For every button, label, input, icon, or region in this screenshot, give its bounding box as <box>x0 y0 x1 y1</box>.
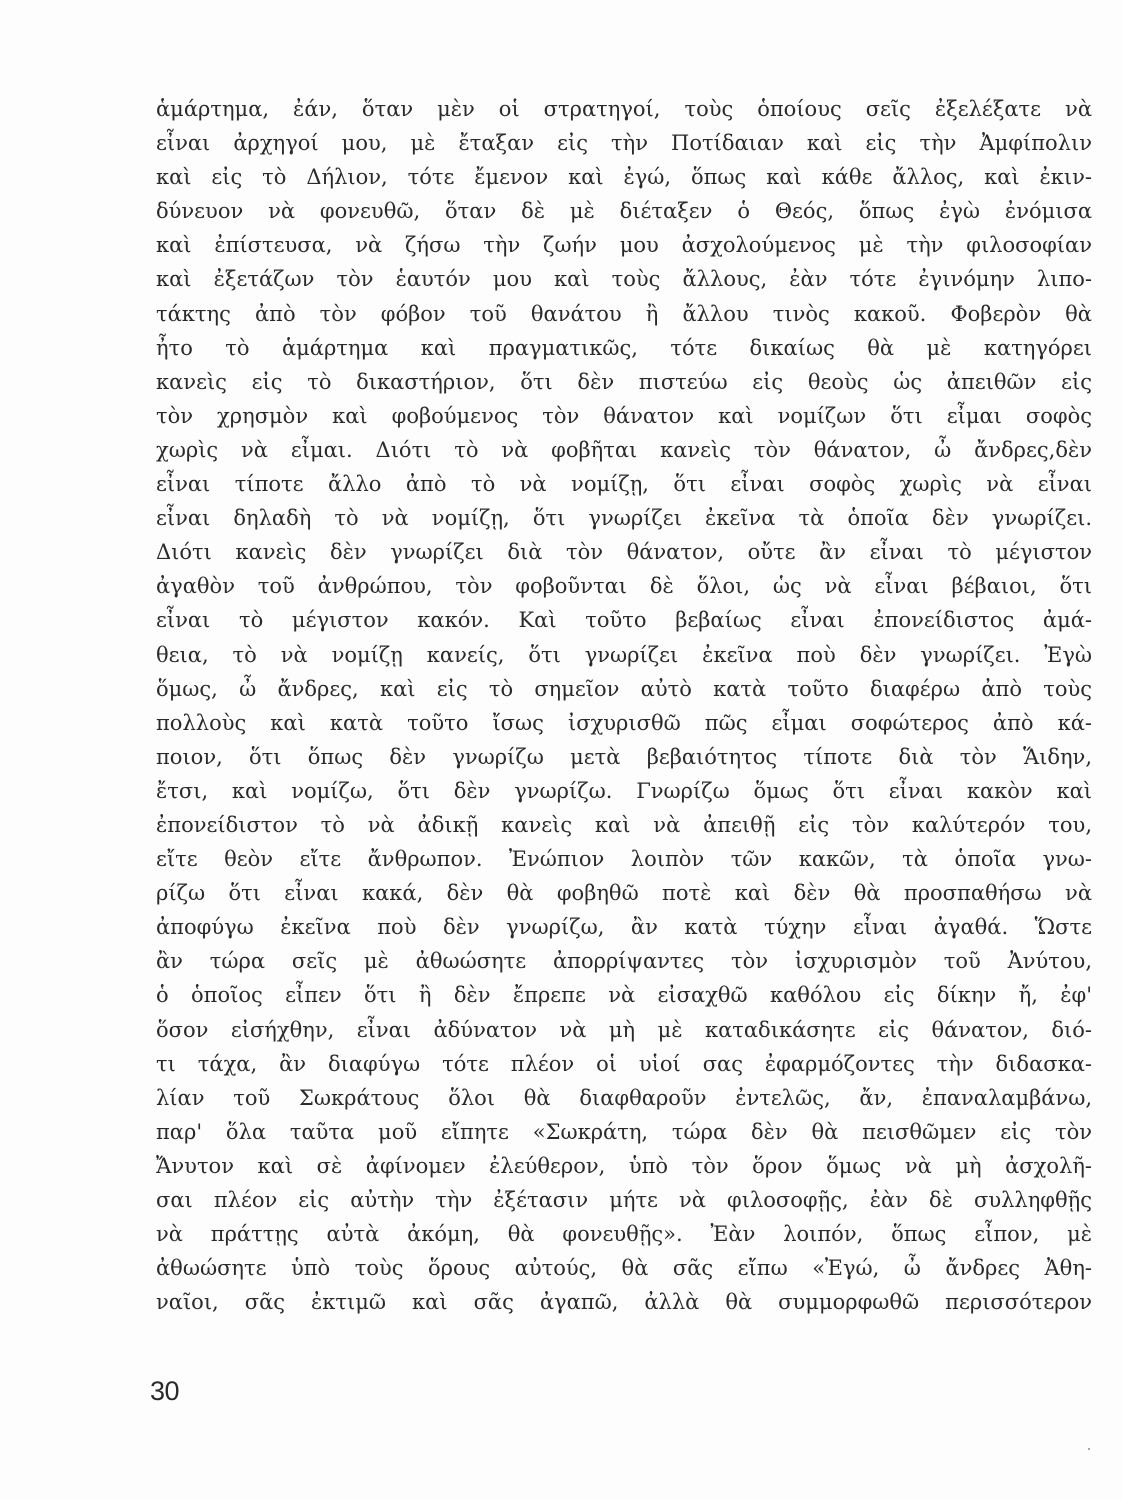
text-line: τάκτης ἀπὸ τὸν φόβον τοῦ θανάτου ἢ ἄλλου τινὸς κακοῦ. Φοβερὸν θὰ <box>156 301 1092 326</box>
text-line: παρ' ὅλα ταῦτα μοῦ εἴπητε «Σωκράτη, τώρα δὲν θὰ πεισθῶμεν εἰς τὸν <box>156 1119 1092 1144</box>
scan-speck <box>1088 1448 1090 1450</box>
page-number: 30 <box>150 1376 180 1406</box>
text-line: δύνευον νὰ φονευθῶ, ὅταν δὲ μὲ διέταξεν ὁ Θεός, ὅπως ἐγὼ ἐνόμισα <box>156 199 1092 224</box>
text-line: καὶ εἰς τὸ Δήλιον, τότε ἔμενον καὶ ἐγώ, ὅπως καὶ κάθε ἄλλος, καὶ ἐκιν- <box>156 165 1092 190</box>
text-line: εἶναι δηλαδὴ τὸ νὰ νομίζῃ, ὅτι γνωρίζει ἐκεῖνα τὰ ὁποῖα δὲν γνωρίζει. <box>156 506 1092 531</box>
text-line: θεια, τὸ νὰ νομίζῃ κανείς, ὅτι γνωρίζει ἐκεῖνα ποὺ δὲν γνωρίζει. Ἐγὼ <box>156 642 1092 667</box>
text-line: ἦτο τὸ ἁμάρτημα καὶ πραγματικῶς, τότε δικαίως θὰ μὲ κατηγόρει <box>156 335 1092 360</box>
text-line: κανεὶς εἰς τὸ δικαστήριον, ὅτι δὲν πιστεύω εἰς θεοὺς ὡς ἀπειθῶν εἰς <box>156 369 1092 394</box>
text-line: εἶναι ἀρχηγοί μου, μὲ ἔταξαν εἰς τὴν Ποτίδαιαν καὶ εἰς τὴν Ἀμφίπολιν <box>156 131 1092 156</box>
text-line: Διότι κανεὶς δὲν γνωρίζει διὰ τὸν θάνατον, οὔτε ἂν εἶναι τὸ μέγιστον <box>156 540 1092 565</box>
text-line: ὁ ὁποῖος εἶπεν ὅτι ἢ δὲν ἔπρεπε νὰ εἰσαχθῶ καθόλου εἰς δίκην ἤ, ἐφ' <box>156 983 1092 1008</box>
text-line: εἶναι τὸ μέγιστον κακόν. Καὶ τοῦτο βεβαίως εἶναι ἐπονείδιστος ἀμά- <box>156 608 1092 633</box>
text-line: ἔτσι, καὶ νομίζω, ὅτι δὲν γνωρίζω. Γνωρίζω ὅμως ὅτι εἶναι κακὸν καὶ <box>156 778 1092 803</box>
text-line: νὰ πράττῃς αὐτὰ ἀκόμη, θὰ φονευθῇς». Ἐὰν λοιπόν, ὅπως εἶπον, μὲ <box>156 1222 1092 1247</box>
text-line: λίαν τοῦ Σωκράτους ὅλοι θὰ διαφθαροῦν ἐντελῶς, ἄν, ἐπαναλαμβάνω, <box>156 1085 1092 1110</box>
text-line: Ἄνυτον καὶ σὲ ἀφίνομεν ἐλεύθερον, ὑπὸ τὸν ὅρον ὅμως νὰ μὴ ἀσχολῆ- <box>156 1153 1092 1178</box>
text-line: ἐπονείδιστον τὸ νὰ ἀδικῇ κανεὶς καὶ νὰ ἀπειθῇ εἰς τὸν καλύτερόν του, <box>156 812 1092 837</box>
text-line: ἂν τώρα σεῖς μὲ ἀθωώσητε ἀπορρίψαντες τὸν ἰσχυρισμὸν τοῦ Ἀνύτου, <box>156 949 1092 974</box>
text-line: σαι πλέον εἰς αὐτὴν τὴν ἐξέτασιν μήτε νὰ φιλοσοφῇς, ἐὰν δὲ συλληφθῇς <box>156 1188 1092 1212</box>
text-line: πολλοὺς καὶ κατὰ τοῦτο ἴσως ἰσχυρισθῶ πῶς εἶμαι σοφώτερος ἀπὸ κά- <box>156 710 1092 735</box>
text-line: τι τάχα, ἂν διαφύγω τότε πλέον οἱ υἱοί σας ἐφαρμόζοντες τὴν διδασκα- <box>156 1051 1092 1076</box>
text-line: τὸν χρησμὸν καὶ φοβούμενος τὸν θάνατον καὶ νομίζων ὅτι εἶμαι σοφὸς <box>156 403 1092 428</box>
text-line: χωρὶς νὰ εἶμαι. Διότι τὸ νὰ φοβῆται κανεὶς τὸν θάνατον, ὦ ἄνδρες,δὲν <box>156 437 1092 462</box>
text-line: ἀθωώσητε ὑπὸ τοὺς ὅρους αὐτούς, θὰ σᾶς εἴπω «Ἐγώ, ὦ ἄνδρες Ἀθη- <box>156 1256 1092 1281</box>
body-text <box>156 92 1092 1319</box>
text-line: εἶναι τίποτε ἄλλο ἀπὸ τὸ νὰ νομίζῃ, ὅτι εἶναι σοφὸς χωρὶς νὰ εἶναι <box>156 472 1092 497</box>
text-line: ποιον, ὅτι ὅπως δὲν γνωρίζω μετὰ βεβαιότητος τίποτε διὰ τὸν Ἅιδην, <box>156 744 1092 769</box>
text-line: ὅσον εἰσήχθην, εἶναι ἀδύνατον νὰ μὴ μὲ καταδικάσητε εἰς θάνατον, διό- <box>156 1017 1092 1042</box>
text-line: ὅμως, ὦ ἄνδρες, καὶ εἰς τὸ σημεῖον αὐτὸ κατὰ τοῦτο διαφέρω ἀπὸ τοὺς <box>156 676 1092 701</box>
text-line: ἀποφύγω ἐκεῖνα ποὺ δὲν γνωρίζω, ἂν κατὰ τύχην εἶναι ἀγαθά. Ὥστε <box>156 915 1092 940</box>
text-line: ρίζω ὅτι εἶναι κακά, δὲν θὰ φοβηθῶ ποτὲ καὶ δὲν θὰ προσπαθήσω νὰ <box>156 881 1092 906</box>
text-line: ναῖοι, σᾶς ἐκτιμῶ καὶ σᾶς ἀγαπῶ, ἀλλὰ θὰ συμμορφωθῶ περισσότερον <box>156 1290 1092 1315</box>
text-line: ἀγαθὸν τοῦ ἀνθρώπου, τὸν φοβοῦνται δὲ ὅλοι, ὡς νὰ εἶναι βέβαιοι, ὅτι <box>156 574 1092 599</box>
text-line: ἁμάρτημα, ἐάν, ὅταν μὲν οἱ στρατηγοί, τοὺς ὁποίους σεῖς ἐξελέξατε νὰ <box>156 97 1092 121</box>
text-line: εἴτε θεὸν εἴτε ἄνθρωπον. Ἐνώπιον λοιπὸν τῶν κακῶν, τὰ ὁποῖα γνω- <box>156 847 1092 872</box>
text-line: καὶ ἐξετάζων τὸν ἑαυτόν μου καὶ τοὺς ἄλλους, ἐὰν τότε ἐγινόμην λιπο- <box>156 267 1092 292</box>
text-line: καὶ ἐπίστευσα, νὰ ζήσω τὴν ζωήν μου ἀσχολούμενος μὲ τὴν φιλοσοφίαν <box>156 233 1092 258</box>
